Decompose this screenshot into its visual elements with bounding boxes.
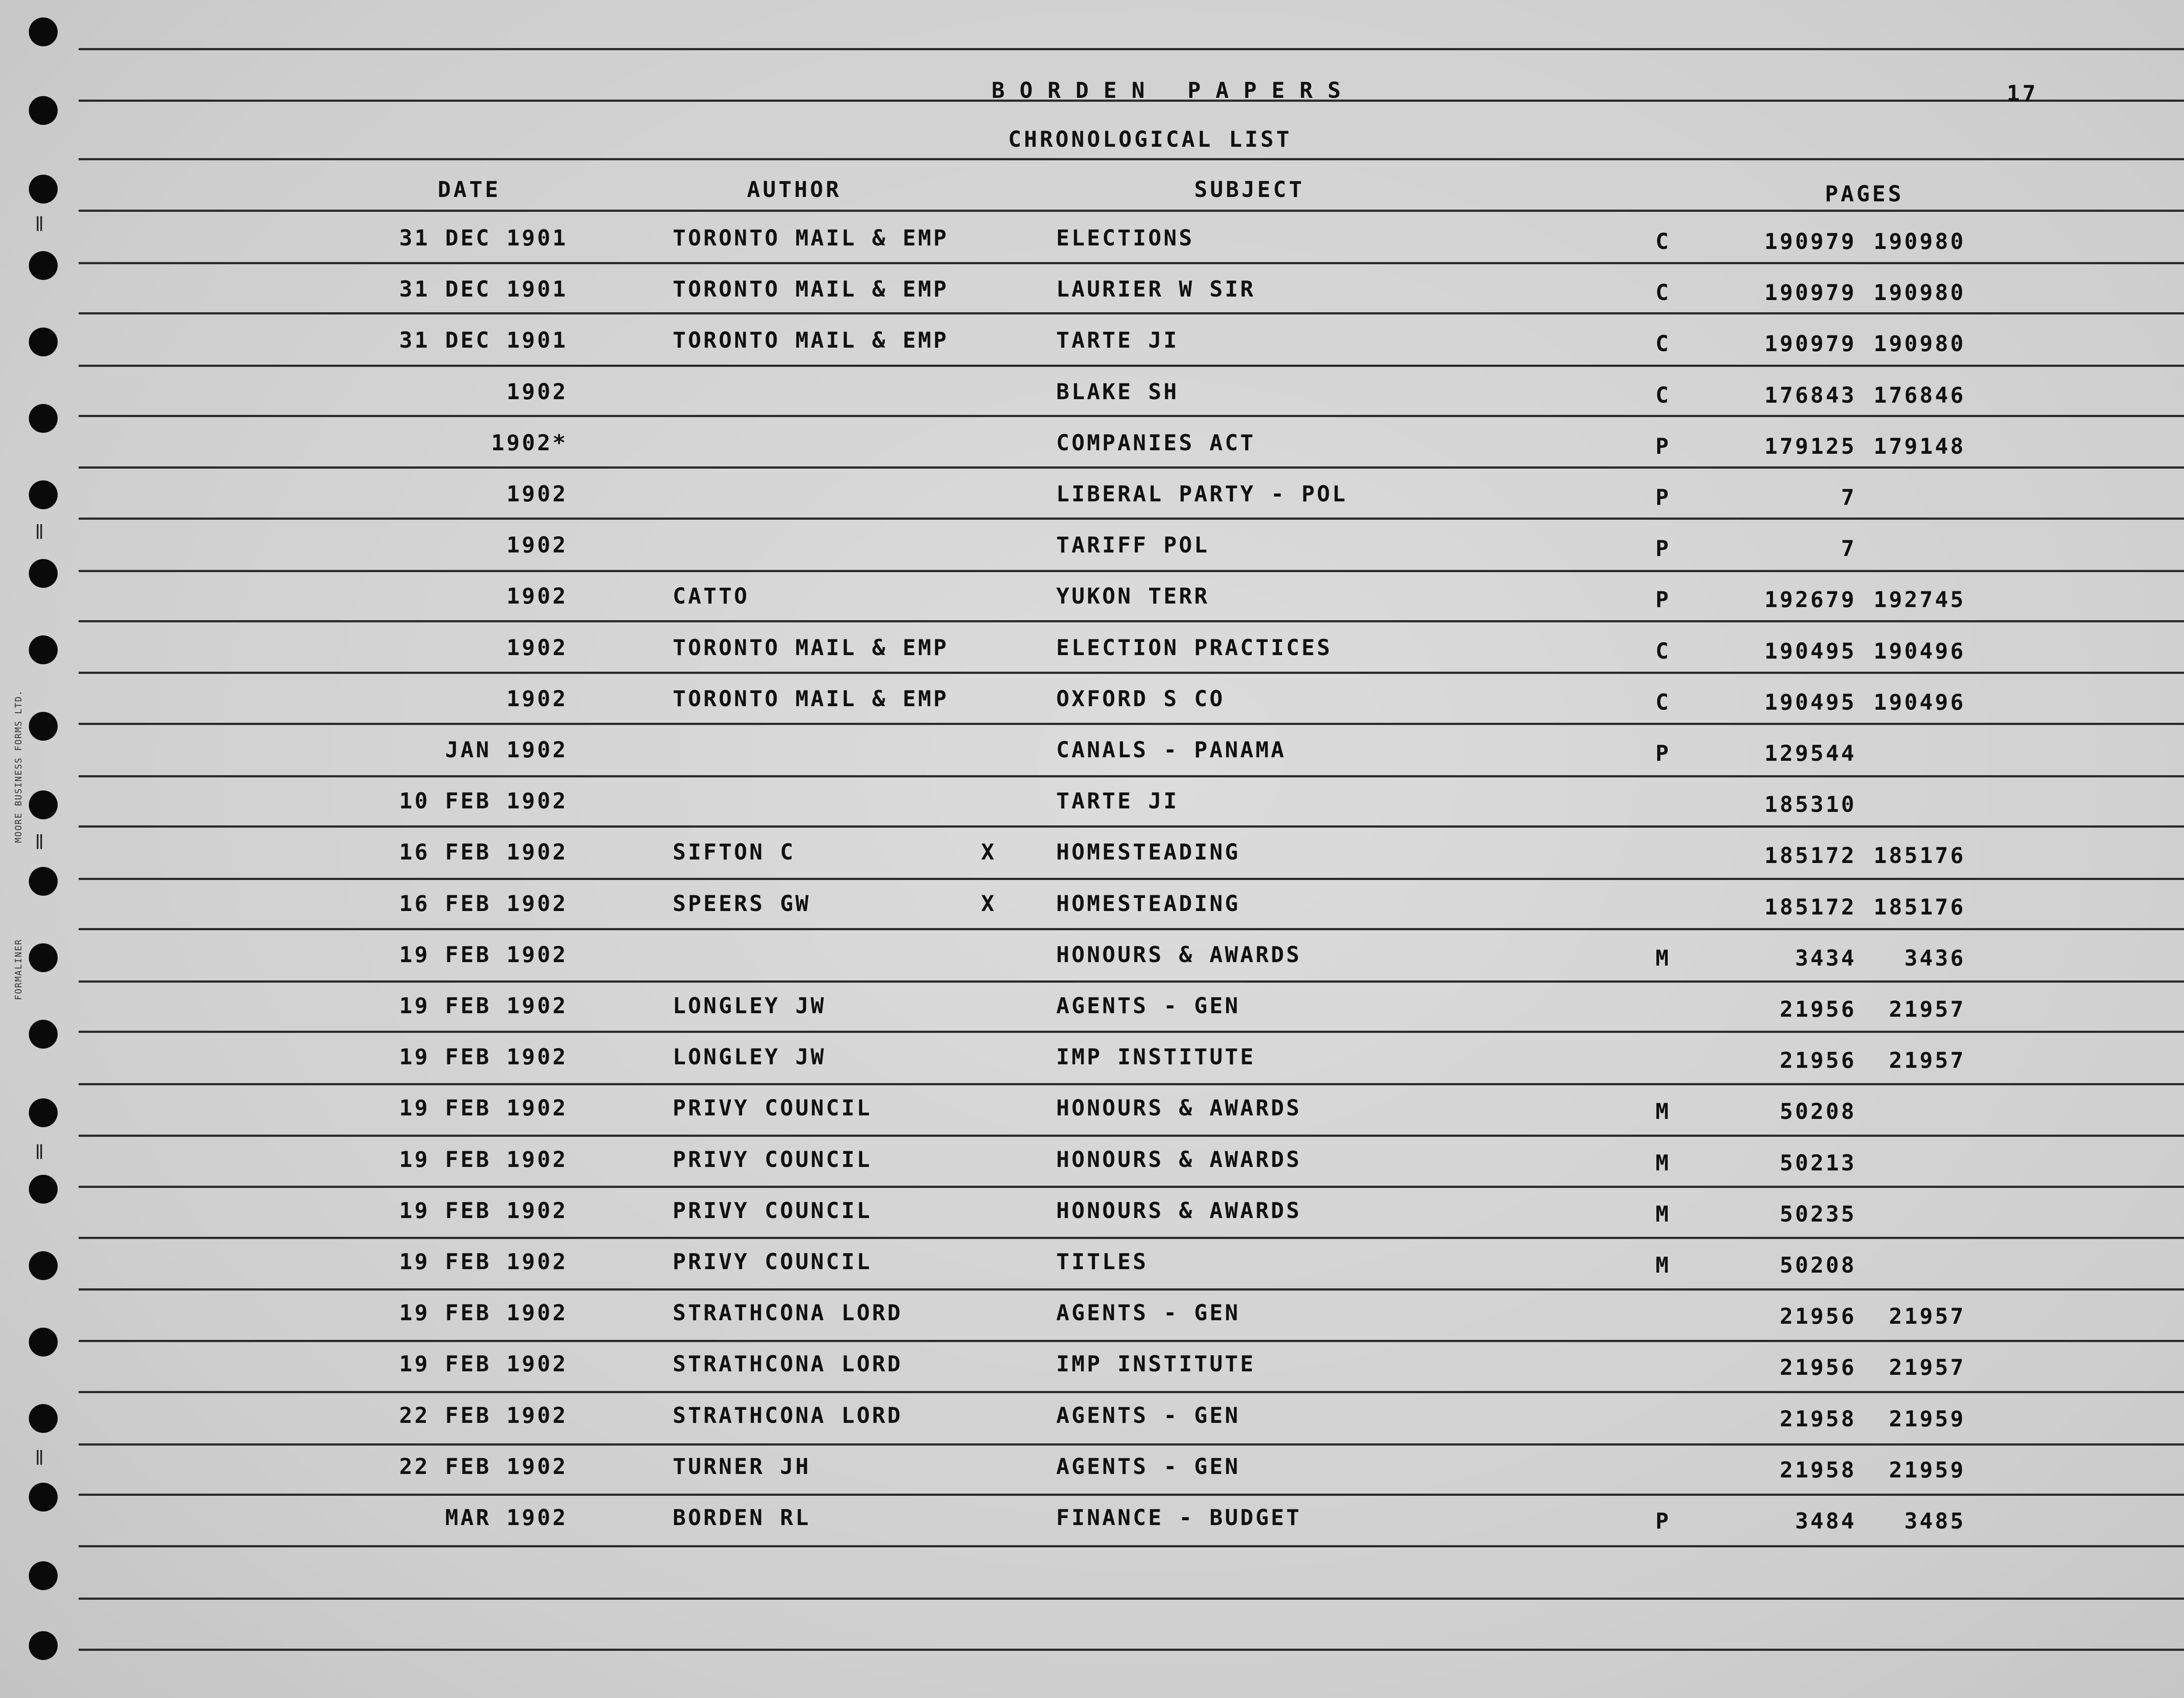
- ruled-line: [79, 48, 2184, 50]
- margin-imprint-secondary: FORMALINER: [13, 939, 24, 1000]
- row-date: 1902: [506, 379, 568, 404]
- feed-hole: [29, 480, 58, 509]
- row-date: 31 DEC 1901: [399, 225, 568, 251]
- row-page-to: 176846: [1873, 383, 1966, 408]
- row-author: SPEERS GW: [673, 891, 811, 916]
- row-page-from: 185172: [1764, 894, 1856, 920]
- ruled-line: [79, 1545, 2184, 1547]
- row-page-from: 190495: [1764, 690, 1856, 715]
- row-code: P: [1655, 741, 1671, 766]
- feed-hole: [29, 1098, 58, 1127]
- row-page-to: 3436: [1904, 946, 1966, 971]
- row-page-from: 50235: [1780, 1201, 1856, 1227]
- row-page-to: 190496: [1873, 690, 1966, 715]
- row-date: 19 FEB 1902: [399, 1198, 568, 1223]
- row-author: PRIVY COUNCIL: [673, 1249, 872, 1274]
- ruled-line: [79, 825, 2184, 828]
- row-page-from: 3434: [1795, 946, 1856, 971]
- feed-hole: [29, 712, 58, 741]
- feed-hole: [29, 1561, 58, 1590]
- row-page-from: 3484: [1795, 1508, 1856, 1534]
- ruled-line: [79, 1340, 2184, 1342]
- feed-hole: [29, 17, 58, 46]
- column-header-date: DATE: [438, 177, 501, 202]
- row-author: PRIVY COUNCIL: [673, 1198, 872, 1223]
- ruled-line: [79, 312, 2184, 314]
- row-page-from: 7: [1841, 485, 1856, 510]
- row-page-to: 21957: [1889, 1355, 1966, 1380]
- ruled-line: [79, 1186, 2184, 1188]
- row-code: P: [1655, 536, 1671, 561]
- row-author: SIFTON C: [673, 839, 795, 865]
- ruled-line: [79, 1135, 2184, 1137]
- row-author: PRIVY COUNCIL: [673, 1095, 872, 1121]
- row-date: 19 FEB 1902: [399, 1351, 568, 1377]
- row-page-to: 21957: [1889, 1304, 1966, 1329]
- row-code: P: [1655, 587, 1671, 612]
- row-code: M: [1655, 1253, 1671, 1278]
- row-code: C: [1655, 331, 1671, 356]
- perforation-mark: ‖: [35, 1142, 44, 1160]
- row-date: 1902: [506, 532, 568, 558]
- row-page-from: 21958: [1780, 1457, 1856, 1483]
- ruled-line: [79, 415, 2184, 417]
- row-subject: HONOURS & AWARDS: [1056, 942, 1302, 967]
- row-date: 1902*: [491, 430, 568, 456]
- row-page-to: 3485: [1904, 1508, 1966, 1534]
- row-code: C: [1655, 383, 1671, 408]
- row-date: 22 FEB 1902: [399, 1403, 568, 1428]
- row-page-from: 21956: [1780, 997, 1856, 1022]
- ruled-line: [79, 672, 2184, 674]
- ruled-line: [79, 518, 2184, 520]
- row-author: PRIVY COUNCIL: [673, 1147, 872, 1172]
- row-page-to: 185176: [1873, 894, 1966, 920]
- row-page-from: 185172: [1764, 843, 1856, 868]
- ruled-line: [79, 723, 2184, 725]
- row-date: 1902: [506, 686, 568, 711]
- ruled-line: [79, 1649, 2184, 1651]
- row-date: 19 FEB 1902: [399, 1095, 568, 1121]
- row-date: 31 DEC 1901: [399, 276, 568, 302]
- row-author: STRATHCONA LORD: [673, 1403, 903, 1428]
- row-subject: AGENTS - GEN: [1056, 1454, 1241, 1479]
- perforation-mark: ‖: [35, 522, 44, 539]
- row-subject: HONOURS & AWARDS: [1056, 1198, 1302, 1223]
- feed-hole: [29, 96, 58, 125]
- row-page-from: 21956: [1780, 1355, 1856, 1380]
- row-author: TORONTO MAIL & EMP: [673, 686, 949, 711]
- ruled-line: [79, 620, 2184, 622]
- row-code: C: [1655, 280, 1671, 305]
- row-code: M: [1655, 1150, 1671, 1176]
- row-subject: BLAKE SH: [1056, 379, 1179, 404]
- column-header-subject: SUBJECT: [1194, 177, 1305, 202]
- row-page-from: 190495: [1764, 638, 1856, 664]
- feed-hole: [29, 251, 58, 280]
- row-date: 16 FEB 1902: [399, 839, 568, 865]
- row-code: P: [1655, 434, 1671, 459]
- row-date: MAR 1902: [445, 1505, 568, 1530]
- feed-hole: [29, 328, 58, 356]
- row-subject: LIBERAL PARTY - POL: [1056, 481, 1348, 507]
- row-subject: HOMESTEADING: [1056, 839, 1241, 865]
- row-page-to: 21959: [1889, 1406, 1966, 1432]
- feed-hole: [29, 943, 58, 972]
- row-date: 19 FEB 1902: [399, 1249, 568, 1274]
- row-date: 19 FEB 1902: [399, 993, 568, 1018]
- ruled-line: [79, 158, 2184, 160]
- row-date: 1902: [506, 481, 568, 507]
- row-page-from: 190979: [1764, 280, 1856, 305]
- row-subject: HONOURS & AWARDS: [1056, 1095, 1302, 1121]
- row-subject: COMPANIES ACT: [1056, 430, 1256, 456]
- feed-hole: [29, 790, 58, 819]
- row-page-from: 179125: [1764, 434, 1856, 459]
- row-date: 1902: [506, 635, 568, 660]
- column-header-pages: PAGES: [1825, 181, 1904, 207]
- row-page-from: 7: [1841, 536, 1856, 561]
- row-subject: AGENTS - GEN: [1056, 1300, 1241, 1325]
- row-page-from: 21958: [1780, 1406, 1856, 1432]
- row-subject: CANALS - PANAMA: [1056, 737, 1286, 763]
- row-page-to: 192745: [1873, 587, 1966, 612]
- row-page-from: 129544: [1764, 741, 1856, 766]
- feed-hole: [29, 1328, 58, 1356]
- row-code: P: [1655, 485, 1671, 510]
- perforation-mark: ‖: [35, 832, 44, 849]
- row-page-to: 190496: [1873, 638, 1966, 664]
- row-subject: HOMESTEADING: [1056, 891, 1241, 916]
- row-page-to: 21957: [1889, 1048, 1966, 1073]
- row-date: 19 FEB 1902: [399, 1044, 568, 1070]
- page-number: 17: [2007, 81, 2039, 106]
- column-header-author: AUTHOR: [747, 177, 842, 202]
- row-code: C: [1655, 690, 1671, 715]
- row-author: TORONTO MAIL & EMP: [673, 328, 949, 353]
- row-author: TORONTO MAIL & EMP: [673, 225, 949, 251]
- row-code: M: [1655, 1099, 1671, 1124]
- row-page-from: 190979: [1764, 331, 1856, 356]
- feed-hole: [29, 1251, 58, 1280]
- row-page-to: 21957: [1889, 997, 1966, 1022]
- row-page-to: 190980: [1873, 280, 1966, 305]
- row-date: JAN 1902: [445, 737, 568, 763]
- row-code: C: [1655, 638, 1671, 664]
- feed-hole: [29, 1020, 58, 1049]
- feed-hole: [29, 1631, 58, 1660]
- feed-hole: [29, 404, 58, 433]
- row-author: TURNER JH: [673, 1454, 811, 1479]
- row-date: 10 FEB 1902: [399, 788, 568, 814]
- ruled-line: [79, 262, 2184, 264]
- ruled-line: [79, 1598, 2184, 1600]
- row-code: M: [1655, 1201, 1671, 1227]
- row-author: CATTO: [673, 583, 750, 609]
- ruled-line: [79, 570, 2184, 572]
- row-date: 16 FEB 1902: [399, 891, 568, 916]
- ruled-line: [79, 1494, 2184, 1496]
- feed-hole: [29, 1175, 58, 1204]
- margin-imprint: MOORE BUSINESS FORMS LTD.: [13, 689, 24, 843]
- row-subject: TARIFF POL: [1056, 532, 1210, 558]
- row-page-from: 50208: [1780, 1253, 1856, 1278]
- ruled-line: [79, 980, 2184, 983]
- row-subject: ELECTION PRACTICES: [1056, 635, 1332, 660]
- list-subtitle: CHRONOLOGICAL LIST: [1008, 127, 1292, 152]
- row-page-from: 50208: [1780, 1099, 1856, 1124]
- row-page-from: 50213: [1780, 1150, 1856, 1176]
- row-page-from: 185310: [1764, 792, 1856, 817]
- row-subject: ELECTIONS: [1056, 225, 1194, 251]
- feed-hole: [29, 1404, 58, 1433]
- row-page-to: 21959: [1889, 1457, 1966, 1483]
- ruled-line: [79, 878, 2184, 880]
- row-subject: OXFORD S CO: [1056, 686, 1225, 711]
- row-subject: FINANCE - BUDGET: [1056, 1505, 1302, 1530]
- ruled-line: [79, 1443, 2184, 1446]
- row-page-to: 190980: [1873, 229, 1966, 254]
- row-subject: YUKON TERR: [1056, 583, 1210, 609]
- row-page-to: 185176: [1873, 843, 1966, 868]
- row-subject: IMP INSTITUTE: [1056, 1044, 1256, 1070]
- row-code: P: [1655, 1508, 1671, 1534]
- feed-hole: [29, 559, 58, 588]
- row-subject: TITLES: [1056, 1249, 1148, 1274]
- row-date: 19 FEB 1902: [399, 1300, 568, 1325]
- ruled-line: [79, 210, 2184, 212]
- row-page-from: 21956: [1780, 1304, 1856, 1329]
- row-subject: LAURIER W SIR: [1056, 276, 1256, 302]
- row-author: STRATHCONA LORD: [673, 1300, 903, 1325]
- ruled-line: [79, 928, 2184, 930]
- row-date: 19 FEB 1902: [399, 942, 568, 967]
- row-author: TORONTO MAIL & EMP: [673, 276, 949, 302]
- feed-hole: [29, 867, 58, 896]
- ruled-line: [79, 466, 2184, 469]
- row-page-to: 179148: [1873, 434, 1966, 459]
- ruled-line: [79, 1237, 2184, 1239]
- row-date: 22 FEB 1902: [399, 1454, 568, 1479]
- row-subject: AGENTS - GEN: [1056, 993, 1241, 1018]
- row-page-from: 192679: [1764, 587, 1856, 612]
- row-author: LONGLEY JW: [673, 993, 826, 1018]
- row-page-to: 190980: [1873, 331, 1966, 356]
- row-subject: TARTE JI: [1056, 788, 1179, 814]
- ruled-line: [79, 1391, 2184, 1393]
- row-author: BORDEN RL: [673, 1505, 811, 1530]
- row-code: C: [1655, 229, 1671, 254]
- row-subject: IMP INSTITUTE: [1056, 1351, 1256, 1377]
- document-title: BORDEN PAPERS: [992, 78, 1356, 103]
- row-author: STRATHCONA LORD: [673, 1351, 903, 1377]
- feed-hole: [29, 635, 58, 664]
- row-author: TORONTO MAIL & EMP: [673, 635, 949, 660]
- perforation-mark: ‖: [35, 214, 44, 231]
- row-flag: X: [981, 891, 997, 916]
- row-page-from: 176843: [1764, 383, 1856, 408]
- ruled-line: [79, 775, 2184, 777]
- feed-hole: [29, 175, 58, 204]
- row-date: 1902: [506, 583, 568, 609]
- row-date: 19 FEB 1902: [399, 1147, 568, 1172]
- ruled-line: [79, 1083, 2184, 1085]
- row-page-from: 190979: [1764, 229, 1856, 254]
- row-author: LONGLEY JW: [673, 1044, 826, 1070]
- perforation-mark: ‖: [35, 1448, 44, 1465]
- row-subject: AGENTS - GEN: [1056, 1403, 1241, 1428]
- ruled-line: [79, 365, 2184, 367]
- ruled-line: [79, 1288, 2184, 1291]
- row-subject: HONOURS & AWARDS: [1056, 1147, 1302, 1172]
- ruled-line: [79, 1031, 2184, 1033]
- row-date: 31 DEC 1901: [399, 328, 568, 353]
- row-flag: X: [981, 839, 997, 865]
- row-subject: TARTE JI: [1056, 328, 1179, 353]
- row-page-from: 21956: [1780, 1048, 1856, 1073]
- feed-hole: [29, 1483, 58, 1512]
- row-code: M: [1655, 946, 1671, 971]
